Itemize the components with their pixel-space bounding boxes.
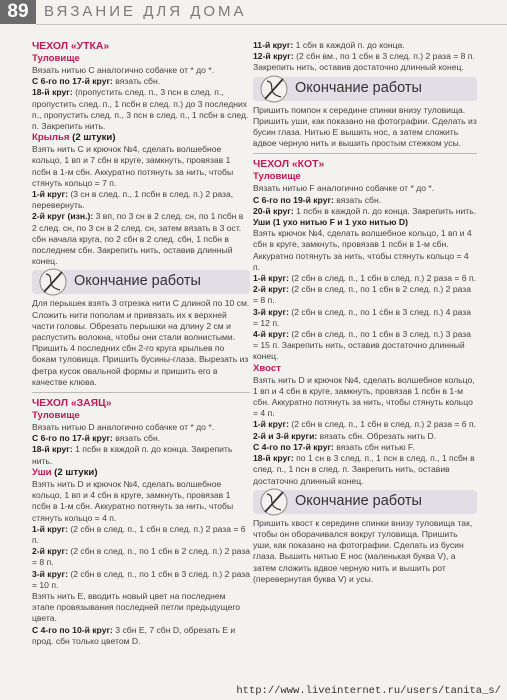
cat-ears-round-3: 3-й круг: (2 сбн в след. п., по 1 сбн в 3 след. п.) 4 раза = 12 п.: [253, 306, 472, 328]
cat-body-title: Туловище: [253, 171, 301, 183]
divider: [253, 153, 477, 154]
page-number: 89: [0, 0, 36, 24]
wings-title: Крылья (2 штуки): [32, 132, 116, 144]
ears-line-5: Взять нить Е, вводить новый цвет на последнем этапе провязывания последней петли предыдущего цвета.: [32, 590, 241, 624]
header-title: ВЯЗАНИЕ ДЛЯ ДОМА: [44, 3, 247, 20]
cat-ears-title: Уши (1 ухо нитью F и 1 ухо нитью D): [253, 217, 408, 228]
hare-round-11: 11-й круг: 1 сбн в каждой п. до конца.: [253, 40, 405, 50]
yarn-needle-icon: [36, 266, 70, 298]
finish-banner-cat: [253, 490, 477, 514]
hare-round-12: 12-й круг: (2 сбн вм., по 1 сбн в 3 след. п.) 2 раза = 8 п. Закрепить нить, оставив достаточно длинный конец.: [253, 51, 475, 73]
source-url[interactable]: http://www.liveinternet.ru/users/tanita_s/: [236, 685, 501, 697]
duck-title: ЧЕХОЛ «УТКА»: [32, 41, 110, 52]
hare-line-1: Вязать нитью D аналогично собачке от * до *.: [32, 422, 215, 433]
ears-line-1: Взять нить D и крючок №4, сделать волшебное кольцо, 1 вп и 4 сбн в круге, замкнуть, провязав 1 псбн в 1-м сбн. Аккуратно потянуть за нить, чтобы стянуть кольцо = 4 п.: [32, 478, 234, 523]
tail-round-4-17: С 4-го по 17-й круг: вязать сбн нитью F.: [253, 441, 415, 452]
finish-banner-hare-text: Окончание работы: [295, 79, 422, 96]
duck-finish-text: Для перышек взять 3 отрезка нити С длиной по 10 см. Сложить нити пополам и привязать их к верхней части головы. Обрезать перышки на длину 2 см и распустить волокна, чтобы они стали волнистыми. Пришить 4 последних сбн 2-го круга крыльев по бокам туловища. Пришить бусины-глаза. Вырезать из фетра кусок овальной формы и пришить его в качестве клюва.: [32, 298, 250, 387]
wings-line-1: Взять нить С и крючок №4, сделать волшебное кольцо, 1 вп и 7 сбн в круге, замкнуть, провязав 1 псбн в 1-м сбн. Аккуратно потянуть за нить, чтобы стянуть кольцо = 7 п.: [32, 144, 234, 188]
cat-ears-line-1: Взять крючок №4, сделать волшебное кольцо, 1 вп и 4 сбн в круге, замкнуть, провязав 1 псбн в 1-м сбн. Аккуратно потянуть за нить, чтобы стянуть кольцо = 4 п.: [253, 228, 472, 272]
hare-ears-title: Уши (2 штуки): [32, 466, 98, 478]
hare-title: ЧЕХОЛ «ЗАЯЦ»: [32, 398, 112, 410]
duck-line-1: Вязать нитью С аналогично собачке от * до *.: [32, 65, 215, 75]
cat-ears-round-2: 2-й круг: (2 сбн в след. п., по 1 сбн в 2 след. п.) 2 раза = 8 п.: [253, 284, 472, 306]
cat-ears-round-1: 1-й круг: (2 сбн в след. п., 1 сбн в след. п.) 2 раза = 6 п.: [253, 273, 477, 284]
yarn-needle-icon: [257, 73, 291, 105]
yarn-needle-icon: [257, 486, 291, 518]
ears-line-2: 1-й круг: (2 сбн в след. п., 1 сбн в след. п.) 2 раза = 6 п.: [32, 523, 246, 545]
finish-banner-duck: [32, 270, 250, 294]
finish-banner-hare: [253, 77, 477, 101]
tail-round-2-3: 2-й и 3-й круги: вязать сбн. Обрезать нить D.: [253, 430, 437, 441]
left-column: [32, 40, 250, 647]
hare-body-title: Туловище: [32, 410, 80, 422]
tail-title: Хвост: [253, 362, 281, 374]
divider: [32, 392, 250, 393]
duck-line-3: 18-й круг: (пропустить след. п., 3 псн в след. п., пропустить след. п., 1 псбн в след. п.) до 3 последних п., пропустить след. п., 3 псн в след. п., 1 псбн в след. п. Закрепить нить.: [32, 87, 249, 132]
tail-round-1: 1-й круг: (2 сбн в след. п., 1 сбн в след. п.) 2 раза = 6 п.: [253, 419, 477, 430]
duck-line-2: С 6-го по 17-й круг: вязать сбн.: [32, 76, 161, 87]
finish-banner-cat-text: Окончание работы: [295, 492, 422, 509]
ears-line-3: 2-й круг: (2 сбн в след. п., по 1 сбн в 2 след. п.) 2 раза = 8 п.: [32, 546, 251, 568]
hare-line-3: 18-й круг: 1 псбн в каждой п. до конца. Закрепить нить.: [32, 444, 233, 466]
page-header: [0, 0, 507, 30]
finish-banner-duck-text: Окончание работы: [74, 273, 201, 290]
cat-line-3: 20-й круг: 1 псбн в каждой п. до конца. Закрепить нить.: [253, 205, 477, 216]
wings-line-3: 2-й круг (изн.): 3 вп, по 3 сн в 2 след. сн, по 1 псбн в 2 след. сн, по 3 сн в 2 след. сн, затем вязать в 3 ост. сбн начала круга, по 2 сбн в 2 след. сбн, 1 псбн в последнем сбн. Закрепить нить, оставив длинный конец.: [32, 211, 244, 267]
header-rule: [36, 24, 507, 25]
hare-line-2: С 6-го по 17-й круг: вязать сбн.: [32, 433, 161, 444]
cat-line-2: С 6-го по 19-й круг: вязать сбн.: [253, 194, 382, 205]
right-column: [253, 40, 477, 585]
wings-line-2: 1-й круг: (3 сн в след. п., 1 псбн в след. п.) 2 раза, перевернуть.: [32, 189, 234, 211]
ears-line-4: 3-й круг: (2 сбн в след. п., по 1 сбн в 3 след. п.) 2 раза = 10 п.: [32, 568, 251, 590]
cat-finish-text: Пришить хвост к середине спинки внизу туловища так, чтобы он оборачивался вокруг туловища. Пришить уши, как показано на фотографии. Сделать из бусин глаза. Вышить нитью Е нос (маленькая буква V), а затем сложить вдвое черную нить и вышить рот (перевернутая буква V) и усы.: [253, 517, 473, 584]
duck-body-title: Туловище: [32, 53, 80, 64]
cat-line-1: Вязать нитью F аналогично собачке от * до *.: [253, 183, 435, 194]
tail-round-18: 18-й круг: по 1 сн в 3 след. п., 1 псн в след. п., 1 псбн в след. п., 1 псн в след. п. Закрепить нить, оставив достаточно длинный конец.: [253, 453, 475, 486]
cat-ears-round-4: 4-й круг: (2 сбн в след. п., по 1 сбн в 3 след. п.) 3 раза = 15 п. Закрепить нить, оставив достаточно длинный конец.: [253, 329, 472, 362]
cat-title: ЧЕХОЛ «КОТ»: [253, 159, 325, 171]
hare-finish-text: Пришить помпон к середине спинки внизу туловища. Пришить уши, как показано на фотографии. Сделать из бусин глаза. Нитью Е вышить нос, а затем сложить вдвое черную нить и вышить простым стежком усы.: [253, 104, 477, 149]
tail-line-1: Взять нить D и крючок №4, сделать волшебное кольцо, 1 вп и 4 сбн в круге, замкнуть, провязав 1 псбн в 1-м сбн. Аккуратно потянуть за нить, чтобы стянуть кольцо = 4 п.: [253, 374, 475, 419]
ears-line-6: С 4-го по 10-й круг: 3 сбн Е, 7 сбн D, обрезать Е и прод. сбн только цветом D.: [32, 624, 236, 646]
